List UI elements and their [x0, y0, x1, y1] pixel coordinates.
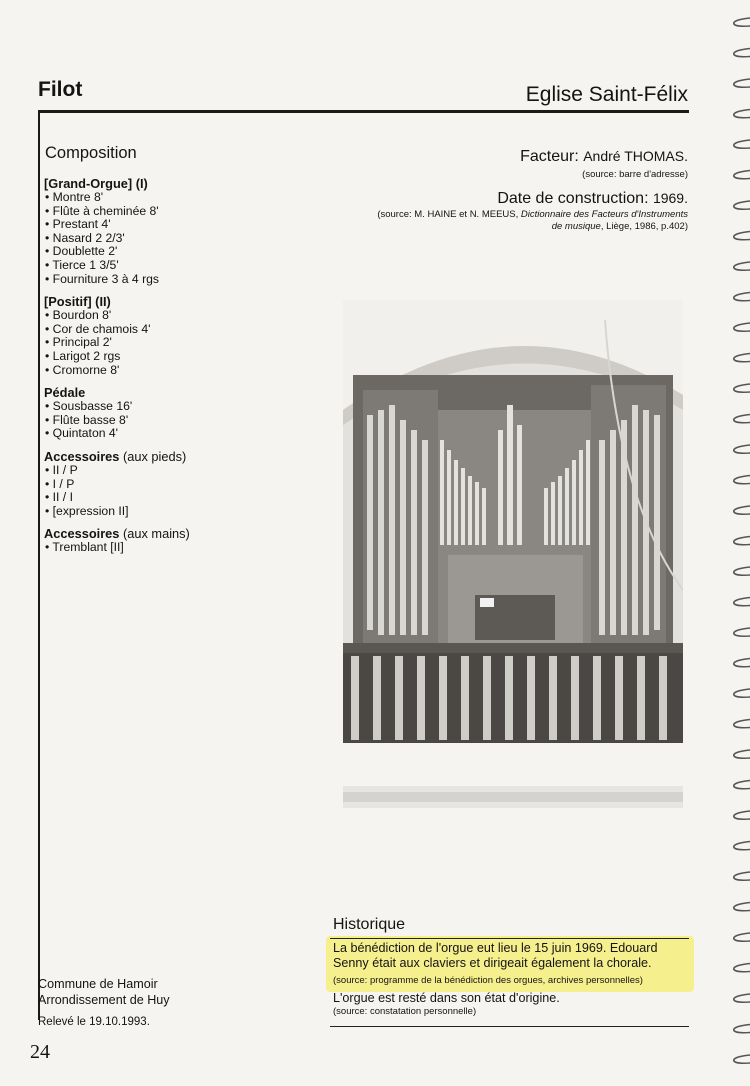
stop-item: • Cor de chamois 4': [45, 321, 151, 336]
stop-item: • Tierce 1 3/5': [45, 257, 119, 272]
construction-label: Date de construction:: [497, 190, 653, 207]
bottom-rule: [330, 1026, 689, 1027]
binding-ring: [734, 293, 750, 301]
section-heading-note: (aux pieds): [119, 448, 187, 464]
binding-ring: [734, 201, 750, 209]
stop-item: • II / P: [45, 462, 78, 477]
binding-ring: [734, 994, 750, 1002]
stop-item: • Montre 8': [45, 190, 104, 204]
facteur-line: [520, 148, 688, 166]
binding-ring: [734, 384, 750, 392]
binding-ring: [734, 567, 750, 575]
stop-section: [44, 294, 294, 377]
construction-value: 1969.: [652, 190, 688, 206]
photo-strip: [343, 786, 683, 808]
section-heading-text: Accessoires: [44, 448, 120, 464]
construction-source-prefix: (source: M. HAINE et N. MEEUS,: [377, 209, 521, 220]
stop-item: • Quintaton 4': [45, 426, 118, 441]
facteur-source: (source: barre d'adresse): [582, 169, 688, 180]
binding-ring: [734, 659, 750, 667]
releve-date: Relevé le 19.10.1993.: [38, 1016, 150, 1028]
stop-item: • Tremblant [II]: [45, 540, 124, 555]
binding-ring: [734, 781, 750, 789]
binding-ring: [734, 1055, 750, 1063]
facteur-value: André THOMAS.: [583, 148, 688, 164]
composition-title: Composition: [45, 144, 137, 162]
binding-ring: [734, 689, 750, 697]
binding-ring: [734, 49, 750, 57]
section-heading: [44, 294, 294, 309]
construction-source: [368, 209, 688, 233]
stop-section: [44, 449, 294, 518]
binding-ring: [734, 903, 750, 911]
section-heading: [44, 385, 294, 400]
section-heading-text: Pédale: [44, 385, 86, 401]
binding-ring: [734, 872, 750, 880]
section-heading: [44, 526, 294, 541]
stop-item: • Prestant 4': [45, 217, 111, 232]
binding-ring: [734, 1025, 750, 1033]
construction-line: [497, 190, 688, 208]
historique-title: Historique: [333, 916, 406, 933]
stoplist: [44, 176, 294, 555]
binding-ring: [734, 110, 750, 118]
stop-item: • Flûte à cheminée 8': [45, 203, 159, 218]
header-rule: [38, 110, 689, 113]
stop-section: [44, 176, 294, 286]
page-number: 24: [30, 1041, 50, 1063]
construction-source-title: Dictionnaire des Facteurs d'Instruments de musique: [520, 209, 688, 232]
section-heading-text: Accessoires: [44, 526, 120, 542]
binding-ring: [734, 140, 750, 148]
stop-item: • Principal 2': [45, 335, 112, 350]
stop-item: • [expression II]: [45, 503, 129, 518]
binding-ring: [734, 415, 750, 423]
binding-ring: [734, 598, 750, 606]
binding-ring: [734, 628, 750, 636]
stop-item: • Flûte basse 8': [45, 412, 129, 427]
binding-ring: [734, 506, 750, 514]
stop-section: [44, 526, 294, 555]
stop-item: • I / P: [45, 476, 75, 491]
construction-source-suffix: , Liège, 1986, p.402): [600, 221, 688, 232]
facteur-label: Facteur:: [520, 148, 584, 165]
binding-ring: [734, 537, 750, 545]
stop-item: • Bourdon 8': [45, 308, 112, 323]
spiral-binding: [726, 0, 750, 1086]
stop-item: • Larigot 2 rgs: [45, 348, 121, 363]
historique-rule: [330, 938, 689, 939]
binding-ring: [734, 354, 750, 362]
section-heading-note: (aux mains): [119, 526, 190, 542]
commune-line: Commune de Hamoir: [38, 977, 158, 991]
stop-item: • Cromorne 8': [45, 362, 120, 377]
left-frame-rule: [38, 110, 40, 1020]
section-heading: [44, 176, 294, 191]
page-place-title: Filot: [38, 78, 83, 101]
binding-ring: [734, 323, 750, 331]
binding-ring: [734, 842, 750, 850]
section-heading-text: [Positif] (II): [44, 294, 111, 310]
binding-ring: [734, 171, 750, 179]
binding-ring: [734, 445, 750, 453]
stop-item: • Doublette 2': [45, 244, 118, 259]
binding-ring: [734, 79, 750, 87]
stop-item: • II / I: [45, 490, 73, 505]
binding-ring: [734, 750, 750, 758]
organ-photo: [343, 300, 683, 743]
binding-ring: [734, 18, 750, 26]
binding-ring: [734, 720, 750, 728]
historique-paragraph-2: L'orgue est resté dans son état d'origine.: [333, 991, 560, 1005]
historique-source-2: (source: constatation personnelle): [333, 1006, 477, 1017]
binding-ring: [734, 933, 750, 941]
historique-source-1: (source: programme de la bénédiction des orgues, archives personnelles): [333, 975, 643, 986]
church-name: Eglise Saint-Félix: [525, 83, 688, 106]
binding-ring: [734, 262, 750, 270]
binding-ring: [734, 476, 750, 484]
binding-ring: [734, 811, 750, 819]
historique-paragraph-1: La bénédiction de l'orgue eut lieu le 15 juin 1969. Edouard Senny était aux claviers et dirigeait également la chorale.: [333, 941, 658, 970]
arrondissement-line: Arrondissement de Huy: [38, 992, 170, 1007]
section-heading-text: [Grand-Orgue] (I): [44, 176, 148, 191]
stop-section: [44, 385, 294, 441]
commune-block: [38, 977, 170, 1008]
stop-item: • Nasard 2 2/3': [45, 230, 125, 245]
binding-ring: [734, 232, 750, 240]
section-heading: [44, 449, 294, 464]
stop-item: • Fourniture 3 à 4 rgs: [45, 271, 160, 286]
binding-ring: [734, 964, 750, 972]
stop-item: • Sousbasse 16': [45, 399, 133, 414]
